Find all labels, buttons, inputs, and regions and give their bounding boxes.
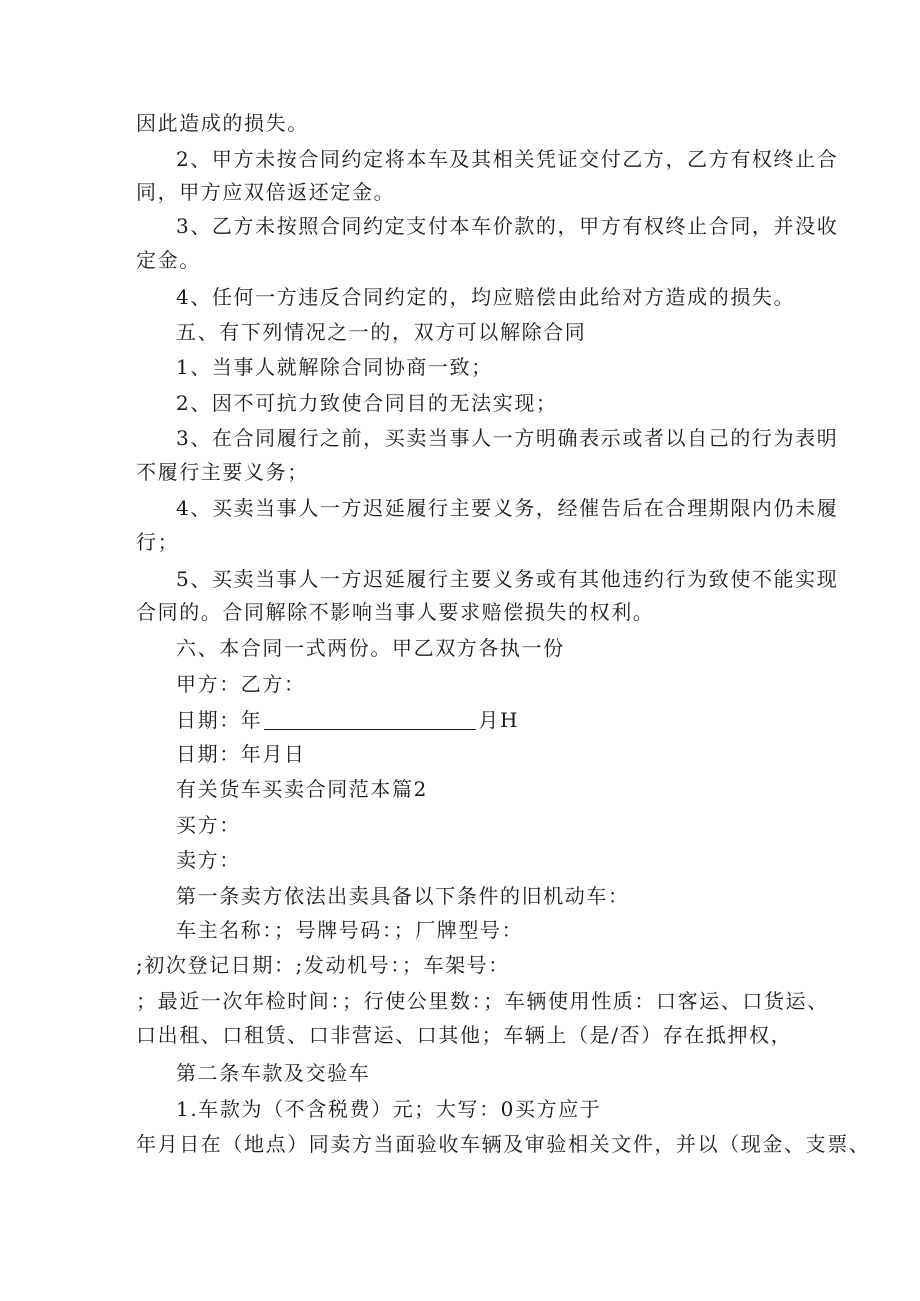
text-line: 不履行主要义务；	[136, 460, 309, 484]
text-line: 4、买卖当事人一方迟延履行主要义务，经催告后在合理期限内仍未履	[176, 496, 839, 520]
text-line: 3、在合同履行之前，买卖当事人一方明确表示或者以自己的行为表明	[176, 426, 839, 450]
text-line: 同，甲方应双倍返还定金。	[136, 180, 396, 204]
text-line: 2、甲方未按合同约定将本车及其相关凭证交付乙方，乙方有权终止合	[176, 147, 839, 171]
buyer-line: 买方：	[176, 813, 241, 837]
seller-line: 卖方：	[176, 848, 241, 872]
signature-line: 甲方：乙方：	[176, 672, 306, 696]
text-line: ；最近一次年检时间：；行使公里数：；车辆使用性质：口客运、口货运、	[136, 989, 829, 1013]
text-line: 4、任何一方违反合同约定的，均应赔偿由此给对方造成的损失。	[176, 285, 796, 309]
date-suffix: 月H	[478, 708, 520, 732]
text-line: 口出租、口租赁、口非营运、口其他；车辆上（是/否）存在抵押权，	[136, 1023, 793, 1047]
date-line	[176, 708, 519, 732]
date-label: 日期：年	[176, 708, 263, 732]
article-heading: 第一条卖方依法出卖具备以下条件的旧机动车：	[176, 884, 630, 908]
date-line: 日期：年月日	[176, 742, 306, 766]
text-line: 行；	[136, 530, 180, 554]
text-line: 2、因不可抗力致使合同目的无法实现；	[176, 391, 558, 415]
section-heading: 六、本合同一式两份。甲乙双方各执一份	[176, 636, 565, 660]
text-line: 1.车款为（不含税费）元；大写：0买方应于	[176, 1097, 602, 1121]
text-line: 合同的。合同解除不影响当事人要求赔偿损失的权利。	[136, 600, 655, 624]
date-blank	[264, 709, 476, 730]
text-line: 1、当事人就解除合同协商一致；	[176, 355, 493, 379]
text-line: 车主名称：；号牌号码：；厂牌型号：	[176, 918, 524, 942]
text-line: 年月日在（地点）同卖方当面验收车辆及审验相关文件，并以（现金、支票、	[136, 1132, 871, 1156]
text-line: 定金。	[136, 248, 201, 272]
article-heading: 第二条车款及交验车	[176, 1061, 371, 1085]
text-line: 5、买卖当事人一方迟延履行主要义务或有其他违约行为致使不能实现	[176, 567, 839, 591]
text-line: 因此造成的损失。	[136, 111, 309, 135]
document-title: 有关货车买卖合同范本篇2	[176, 777, 428, 801]
section-heading: 五、有下列情况之一的，双方可以解除合同	[176, 320, 587, 344]
text-line: ;初次登记日期：;发动机号：；车架号：	[136, 953, 510, 977]
text-line: 3、乙方未按照合同约定支付本车价款的，甲方有权终止合同，并没收	[176, 214, 839, 238]
